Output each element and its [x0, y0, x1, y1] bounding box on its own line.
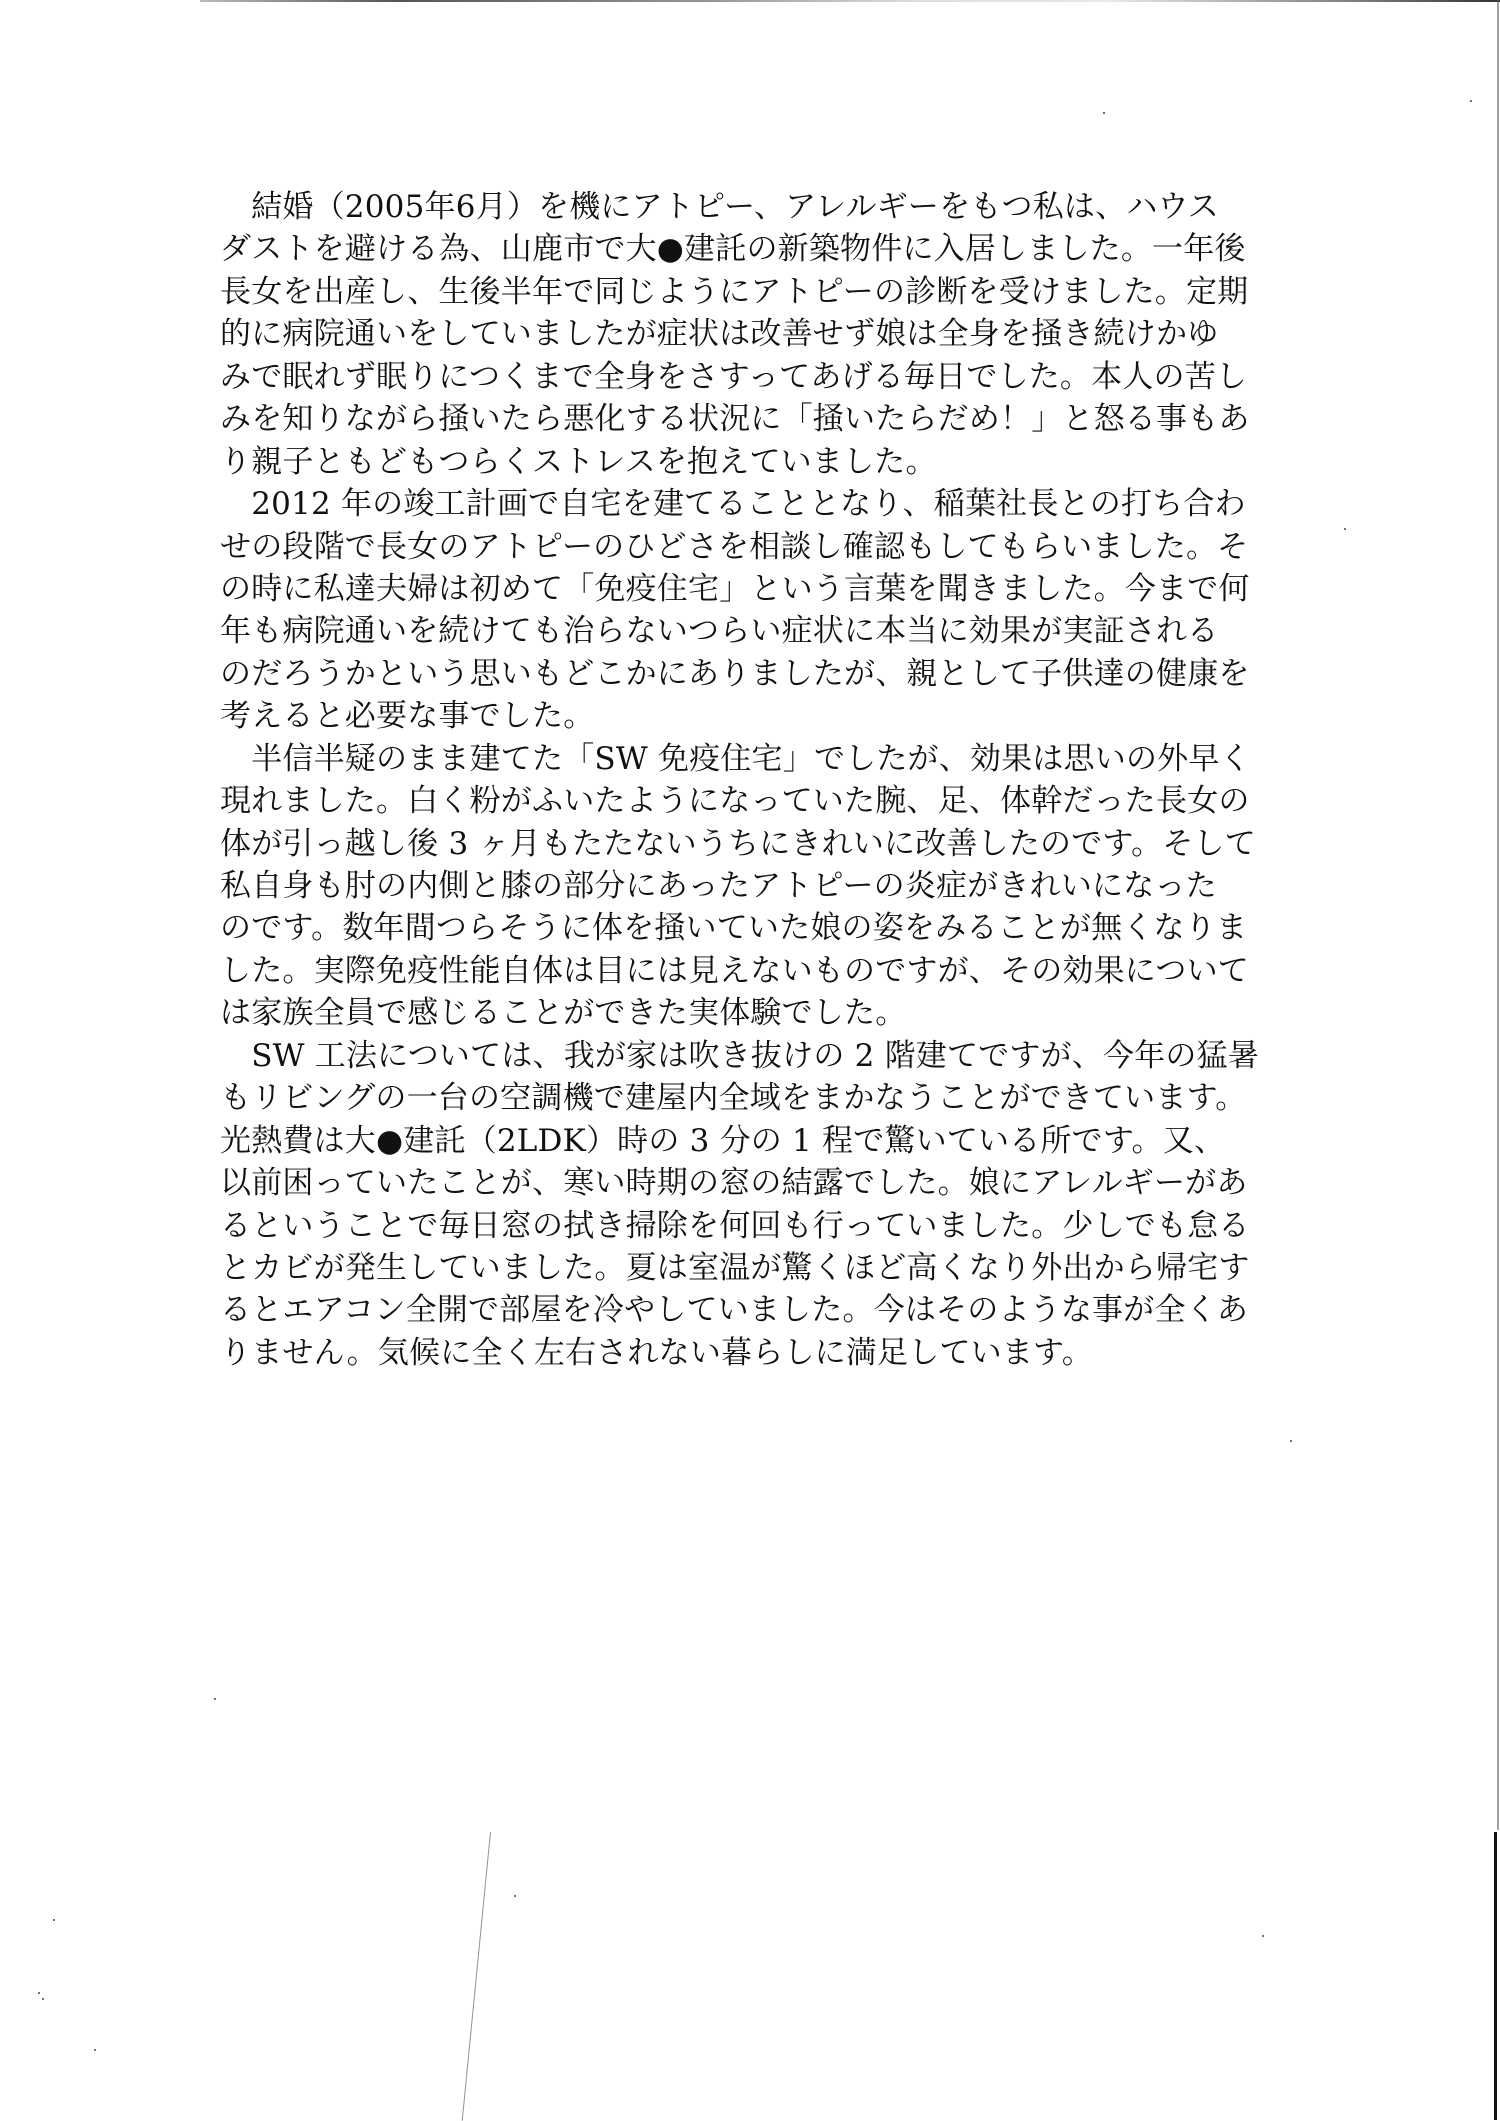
text-line: のだろうかという思いもどこかにありましたが、親として子供達の健康を — [220, 655, 1250, 692]
text-line: 以前困っていたことが、寒い時期の窓の結露でした。娘にアレルギーがあ — [220, 1165, 1248, 1202]
scan-right-edge-shadow — [1494, 1832, 1497, 2120]
scan-speck — [1470, 100, 1472, 102]
document-body — [220, 186, 1300, 1374]
scan-speck — [42, 1998, 44, 2000]
scan-top-edge — [200, 0, 1500, 2]
scan-speck — [94, 2049, 96, 2051]
text-line: のです。数年間つらそうに体を掻いていた娘の姿をみることが無くなりま — [220, 910, 1248, 947]
text-line: した。実際免疫性能自体は目には見えないものですが、その効果について — [220, 952, 1249, 989]
scan-speck — [1103, 112, 1105, 114]
scan-speck — [1290, 1440, 1292, 1442]
scan-speck — [38, 1992, 40, 1994]
scan-speck — [514, 1895, 516, 1897]
scan-speck — [53, 1919, 55, 1921]
text-line: るとエアコン全開で部屋を冷やしていました。今はそのような事が全くあ — [220, 1292, 1249, 1329]
text-line: 半信半疑のまま建てた「SW 免疫住宅」でしたが、効果は思いの外早く — [220, 740, 1251, 777]
scan-speck — [214, 1698, 216, 1700]
text-line: 年も病院通いを続けても治らないつらい症状に本当に効果が実証される — [220, 613, 1219, 650]
scan-right-edge — [1497, 0, 1499, 1830]
text-line: みを知りながら掻いたら悪化する状況に「掻いたらだめ！」と怒る事もあ — [220, 401, 1250, 438]
text-line: 結婚（2005年6月）を機にアトピー、アレルギーをもつ私は、ハウス — [220, 189, 1219, 225]
text-line: ダストを避ける為、山鹿市で大●建託の新築物件に入居しました。一年後 — [220, 231, 1246, 268]
text-line: 私自身も肘の内側と膝の部分にあったアトピーの炎症がきれいになった — [220, 868, 1217, 904]
text-line: みで眠れず眠りにつくまで全身をさすってあげる毎日でした。本人の苦し — [220, 358, 1248, 395]
scan-speck — [1344, 528, 1346, 530]
text-line: 的に病院通いをしていましたが症状は改善せず娘は全身を掻き続けかゆ — [220, 316, 1219, 353]
text-line: 現れました。白く粉がふいたようになっていた腕、足、体幹だった長女の — [220, 783, 1250, 820]
text-line: 体が引っ越し後 3 ヶ月もたたないうちにきれいに改善したのです。そして — [220, 825, 1256, 862]
text-line: 長女を出産し、生後半年で同じようにアトピーの診断を受けました。定期 — [220, 273, 1249, 310]
text-line: るということで毎日窓の拭き掃除を何回も行っていました。少しでも怠る — [220, 1207, 1250, 1244]
text-line: の時に私達夫婦は初めて「免疫住宅」という言葉を聞きました。今まで何 — [220, 570, 1250, 607]
text-line: り親子ともどもつらくストレスを抱えていました。 — [220, 443, 937, 480]
text-line: 光熱費は大●建託（2LDK）時の 3 分の 1 程で驚いている所です。又、 — [220, 1122, 1226, 1159]
scan-fold-line — [462, 1832, 491, 2121]
text-line: SW 工法については、我が家は吹き抜けの 2 階建てですが、今年の猛暑 — [220, 1037, 1259, 1074]
text-line: りません。気候に全く左右されない暮らしに満足しています。 — [220, 1334, 1093, 1371]
text-line: もリビングの一台の空調機で建屋内全域をまかなうことができています。 — [220, 1080, 1247, 1117]
text-line: 2012 年の竣工計画で自宅を建てることとなり、稲葉社長との打ち合わ — [220, 486, 1246, 523]
text-line: とカビが発生していました。夏は室温が驚くほど高くなり外出から帰宅す — [220, 1249, 1250, 1286]
scan-speck — [1262, 1935, 1264, 1937]
text-line: せの段階で長女のアトピーのひどさを相談し確認もしてもらいました。そ — [220, 528, 1249, 565]
text-line: 考えると必要な事でした。 — [220, 698, 595, 735]
text-line: は家族全員で感じることができた実体験でした。 — [220, 995, 907, 1032]
